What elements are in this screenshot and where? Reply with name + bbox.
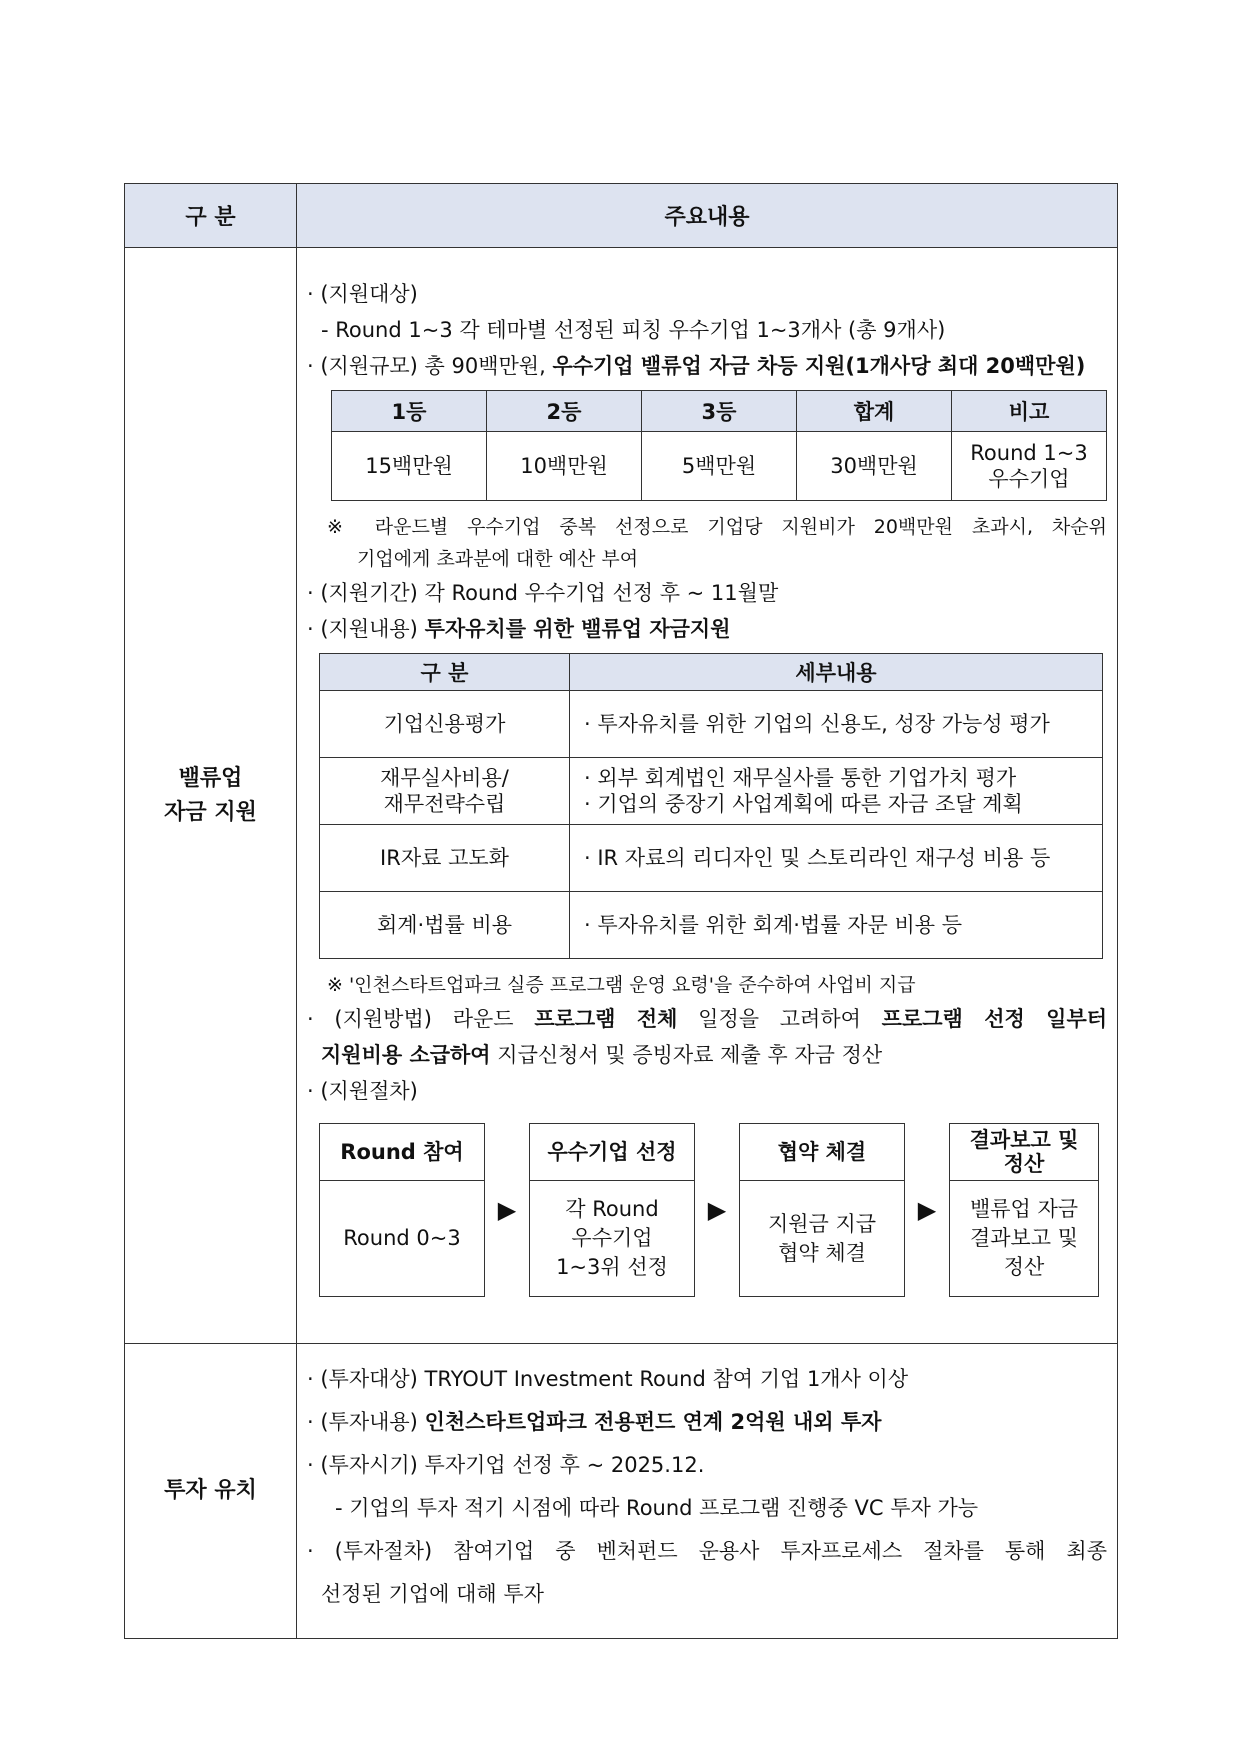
step-head: Round 참여 bbox=[320, 1124, 484, 1181]
support-content bbox=[307, 611, 1107, 647]
detail-table bbox=[319, 653, 1103, 959]
step-body: Round 0~3 bbox=[343, 1226, 461, 1250]
detail-header-row bbox=[320, 654, 1103, 691]
detail-category: IR자료 고도화 bbox=[320, 825, 570, 892]
investment-content bbox=[297, 1344, 1118, 1639]
detail-header-category: 구 분 bbox=[320, 654, 570, 691]
support-target-detail: - Round 1~3 각 테마별 선정된 피칭 우수기업 1~3개사 (총 9개사) bbox=[321, 318, 946, 342]
step-body-line1: 지원금 지급 bbox=[767, 1211, 877, 1236]
step-body bbox=[530, 1181, 694, 1296]
header-row bbox=[125, 184, 1118, 248]
step-head-line2: 정산 bbox=[1003, 1152, 1045, 1176]
award-header-remark: 비고 bbox=[952, 391, 1107, 432]
investment-procedure-line2: 선정된 기업에 대해 투자 bbox=[321, 1582, 544, 1606]
investment-timing: · (투자시기) 투자기업 선정 후 ~ 2025.12. bbox=[307, 1453, 705, 1477]
detail-content-line1: · 외부 회계법인 재무실사를 통한 기업가치 평가 bbox=[584, 766, 1017, 790]
main-table bbox=[124, 183, 1118, 1639]
detail-category-line1: 재무실사비용/ bbox=[380, 766, 509, 790]
award-header-3rd: 3등 bbox=[642, 391, 797, 432]
award-remark-line1: Round 1~3 bbox=[970, 441, 1088, 465]
step-body bbox=[740, 1181, 904, 1296]
detail-category-line2: 재무전략수립 bbox=[383, 792, 506, 816]
award-value-total: 30백만원 bbox=[797, 432, 952, 501]
support-method-suffix: 지급신청서 및 증빙자료 제출 후 자금 정산 bbox=[490, 1043, 883, 1067]
detail-category: 기업신용평가 bbox=[320, 691, 570, 758]
investment-row bbox=[125, 1344, 1118, 1639]
step-body-line1: 밸류업 자금 bbox=[969, 1197, 1079, 1221]
valueup-category-line1: 밸류업 bbox=[178, 765, 243, 791]
header-category: 구 분 bbox=[125, 184, 297, 248]
table-row bbox=[320, 892, 1103, 959]
table-row bbox=[320, 825, 1103, 892]
award-value-3rd: 5백만원 bbox=[642, 432, 797, 501]
award-value-1st: 15백만원 bbox=[332, 432, 487, 501]
step-head: 협약 체결 bbox=[740, 1124, 904, 1181]
support-method-cont bbox=[307, 1037, 1107, 1073]
procedure-step-agreement bbox=[739, 1123, 905, 1297]
step-body-line2: 우수기업 bbox=[571, 1226, 653, 1250]
award-value-remark bbox=[952, 432, 1107, 501]
detail-content: · IR 자료의 리디자인 및 스토리라인 재구성 비용 등 bbox=[570, 825, 1103, 892]
investment-detail-bold: 인천스타트업파크 전용펀드 연계 2억원 내외 투자 bbox=[424, 1410, 882, 1434]
award-header-row bbox=[332, 391, 1107, 432]
procedure-step-selection bbox=[529, 1123, 695, 1297]
support-period: · (지원기간) 각 Round 우수기업 선정 후 ~ 11월말 bbox=[307, 581, 779, 605]
support-procedure-label: · (지원절차) bbox=[307, 1079, 418, 1103]
header-content: 주요내용 bbox=[297, 184, 1118, 248]
step-body-line3: 1~3위 선정 bbox=[556, 1255, 668, 1279]
note-duplicate-line2: 기업에게 초과분에 대한 예산 부여 bbox=[357, 548, 639, 570]
award-header-total: 합계 bbox=[797, 391, 952, 432]
detail-category: 회계·법률 비용 bbox=[320, 892, 570, 959]
investment-category: 투자 유치 bbox=[125, 1344, 297, 1639]
support-content-prefix: · (지원내용) bbox=[307, 617, 425, 641]
investment-target: · (투자대상) TRYOUT Investment Round 참여 기업 1개사 이상 bbox=[307, 1367, 909, 1391]
award-header-1st: 1등 bbox=[332, 391, 487, 432]
support-content-bold: 투자유치를 위한 밸류업 자금지원 bbox=[424, 617, 731, 641]
award-value-2nd: 10백만원 bbox=[487, 432, 642, 501]
valueup-category bbox=[125, 248, 297, 1344]
support-scale-prefix: · (지원규모) 총 90백만원, bbox=[307, 354, 553, 378]
note-regulation: ※ '인천스타트업파크 실증 프로그램 운영 요령'을 준수하여 사업비 지급 bbox=[327, 974, 916, 996]
note-duplicate-line1: ※ 라운드별 우수기업 중복 선정으로 기업당 지원비가 20백만원 초과시, 차순위 bbox=[327, 516, 1107, 538]
support-method-bold1: 프로그램 전체 bbox=[534, 1007, 678, 1031]
step-head: 우수기업 선정 bbox=[530, 1124, 694, 1181]
step-body bbox=[950, 1181, 1098, 1296]
investment-procedure-line1: · (투자절차) 참여기업 중 벤처펀드 운용사 투자프로세스 절차를 통해 최종 bbox=[307, 1539, 1107, 1563]
valueup-category-line2: 자금 지원 bbox=[164, 799, 257, 825]
detail-category bbox=[320, 758, 570, 825]
investment-detail bbox=[307, 1401, 1107, 1444]
procedure-step-round bbox=[319, 1123, 485, 1297]
award-value-row bbox=[332, 432, 1107, 501]
valueup-row bbox=[125, 248, 1118, 1344]
step-head-line1: 결과보고 및 bbox=[969, 1128, 1079, 1152]
note-duplicate-selection bbox=[307, 511, 1107, 575]
support-method-bold3: 지원비용 소급하여 bbox=[321, 1043, 491, 1067]
support-method-bold2: 프로그램 선정 일부터 bbox=[881, 1007, 1108, 1031]
award-remark-line2: 우수기업 bbox=[988, 467, 1070, 491]
step-body-line2: 결과보고 및 bbox=[969, 1226, 1079, 1250]
investment-timing-detail: - 기업의 투자 적기 시점에 따라 Round 프로그램 진행중 VC 투자 가능 bbox=[335, 1496, 979, 1520]
table-row bbox=[320, 758, 1103, 825]
arrow-right-icon: ▶ bbox=[497, 1196, 517, 1224]
support-target-label: · (지원대상) bbox=[307, 282, 418, 306]
procedure-step-settlement bbox=[949, 1123, 1099, 1297]
step-body-line3: 정산 bbox=[1003, 1255, 1045, 1279]
detail-content: · 투자유치를 위한 기업의 신용도, 성장 가능성 평가 bbox=[570, 691, 1103, 758]
arrow-right-icon: ▶ bbox=[917, 1196, 937, 1224]
support-method-prefix: · (지원방법) 라운드 bbox=[307, 1007, 535, 1031]
step-body-line1: 각 Round bbox=[565, 1197, 659, 1221]
arrow-right-icon: ▶ bbox=[707, 1196, 727, 1224]
detail-content: · 투자유치를 위한 회계·법률 자문 비용 등 bbox=[570, 892, 1103, 959]
detail-content bbox=[570, 758, 1103, 825]
detail-content-line2: · 기업의 중장기 사업계획에 따른 자금 조달 계획 bbox=[584, 792, 1023, 816]
table-row bbox=[320, 691, 1103, 758]
support-scale-bold: 우수기업 밸류업 자금 차등 지원(1개사당 최대 20백만원) bbox=[552, 354, 1086, 378]
award-table bbox=[331, 390, 1107, 501]
support-scale bbox=[307, 348, 1107, 384]
award-header-2nd: 2등 bbox=[487, 391, 642, 432]
support-method bbox=[307, 1001, 1107, 1037]
valueup-content bbox=[297, 248, 1118, 1344]
procedure-flow bbox=[319, 1123, 1107, 1297]
investment-detail-prefix: · (투자내용) bbox=[307, 1410, 425, 1434]
support-method-mid: 일정을 고려하여 bbox=[677, 1007, 882, 1031]
step-body-line2: 협약 체결 bbox=[778, 1240, 866, 1265]
step-head bbox=[950, 1124, 1098, 1181]
detail-header-content: 세부내용 bbox=[570, 654, 1103, 691]
